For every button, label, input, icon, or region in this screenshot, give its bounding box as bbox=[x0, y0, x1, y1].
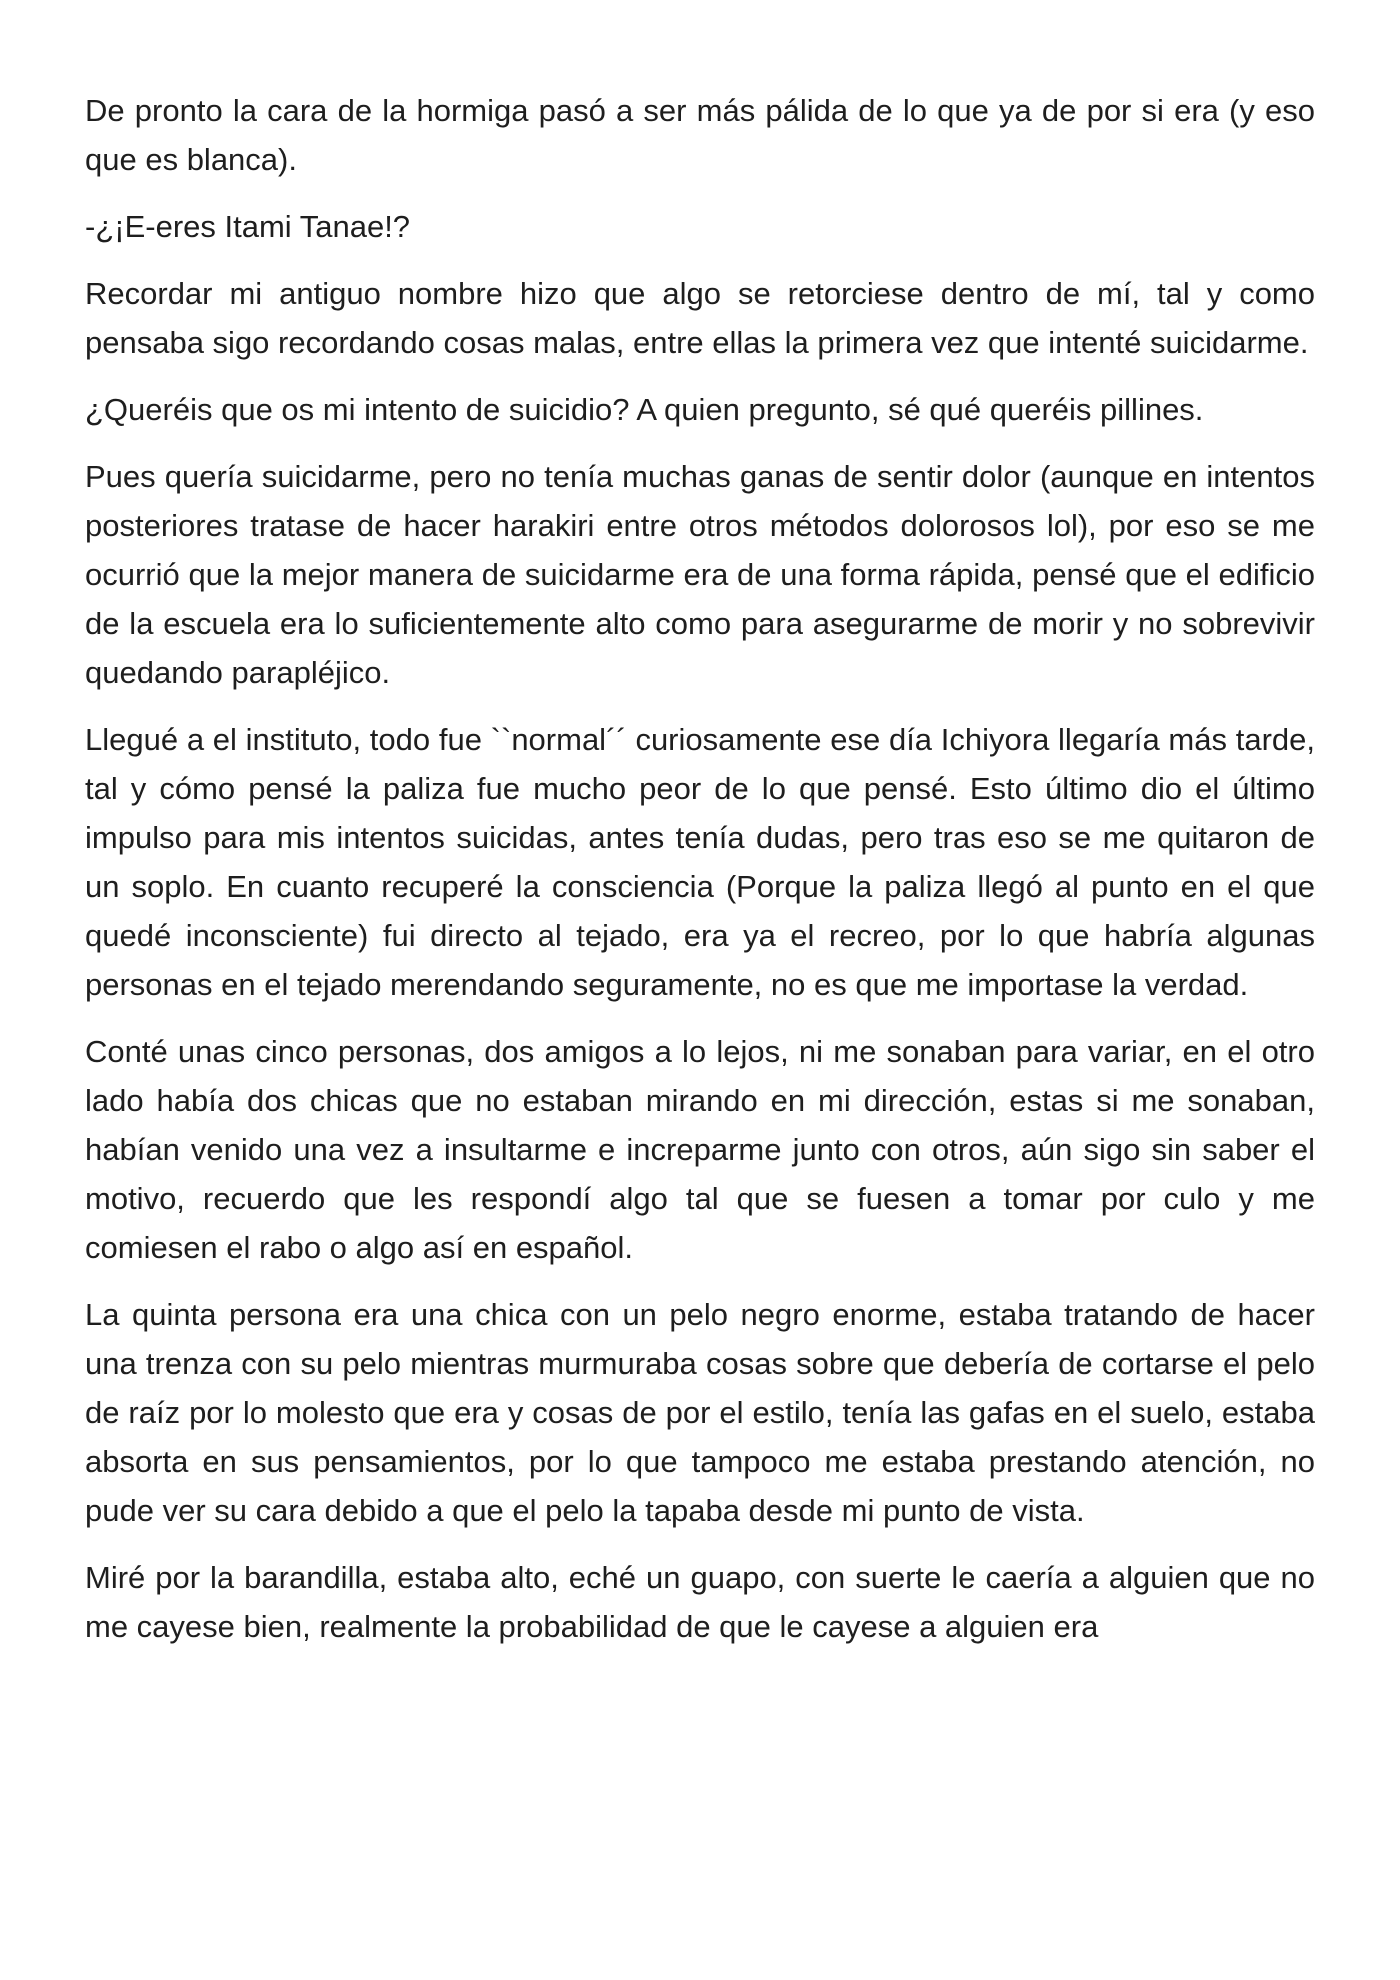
document-page bbox=[85, 86, 1315, 1926]
paragraph: Recordar mi antiguo nombre hizo que algo se retorciese dentro de mí, tal y como pensaba sigo recordando cosas malas, entre ellas la primera vez que intenté suicidarme. bbox=[85, 276, 1315, 360]
paragraph: Miré por la barandilla, estaba alto, eché un guapo, con suerte le caería a alguien que no me cayese bien, realmente la probabilidad de que le cayese a alguien era bbox=[85, 1560, 1315, 1644]
paragraph: Conté unas cinco personas, dos amigos a lo lejos, ni me sonaban para variar, en el otro lado había dos chicas que no estaban mirando en mi dirección, estas si me sonaban, habían venido una vez a insultarme e increparme junto con otros, aún sigo sin saber el motivo, recuerdo que les respondí algo tal que se fuesen a tomar por culo y me comiesen el rabo o algo así en español. bbox=[85, 1034, 1315, 1265]
paragraph: Pues quería suicidarme, pero no tenía muchas ganas de sentir dolor (aunque en intentos posteriores tratase de hacer harakiri entre otros métodos dolorosos lol), por eso se me ocurrió que la mejor manera de suicidarme era de una forma rápida, pensé que el edificio de la escuela era lo suficientemente alto como para asegurarme de morir y no sobrevivir quedando parapléjico. bbox=[85, 459, 1315, 690]
paragraph: Llegué a el instituto, todo fue ``normal´´ curiosamente ese día Ichiyora llegaría más tarde, tal y cómo pensé la paliza fue mucho peor de lo que pensé. Esto último dio el último impulso para mis intentos suicidas, antes tenía dudas, pero tras eso se me quitaron de un soplo. En cuanto recuperé la consciencia (Porque la paliza llegó al punto en el que quedé inconsciente) fui directo al tejado, era ya el recreo, por lo que habría algunas personas en el tejado merendando seguramente, no es que me importase la verdad. bbox=[85, 722, 1315, 1002]
paragraph: De pronto la cara de la hormiga pasó a ser más pálida de lo que ya de por si era (y eso que es blanca). bbox=[85, 93, 1315, 177]
paragraph: ¿Queréis que os mi intento de suicidio? A quien pregunto, sé qué queréis pillines. bbox=[85, 392, 1204, 427]
paragraph: La quinta persona era una chica con un pelo negro enorme, estaba tratando de hacer una trenza con su pelo mientras murmuraba cosas sobre que debería de cortarse el pelo de raíz por lo molesto que era y cosas de por el estilo, tenía las gafas en el suelo, estaba absorta en sus pensamientos, por lo que tampoco me estaba prestando atención, no pude ver su cara debido a que el pelo la tapaba desde mi punto de vista. bbox=[85, 1297, 1315, 1528]
paragraph: -¿¡E-eres Itami Tanae!? bbox=[85, 209, 411, 244]
